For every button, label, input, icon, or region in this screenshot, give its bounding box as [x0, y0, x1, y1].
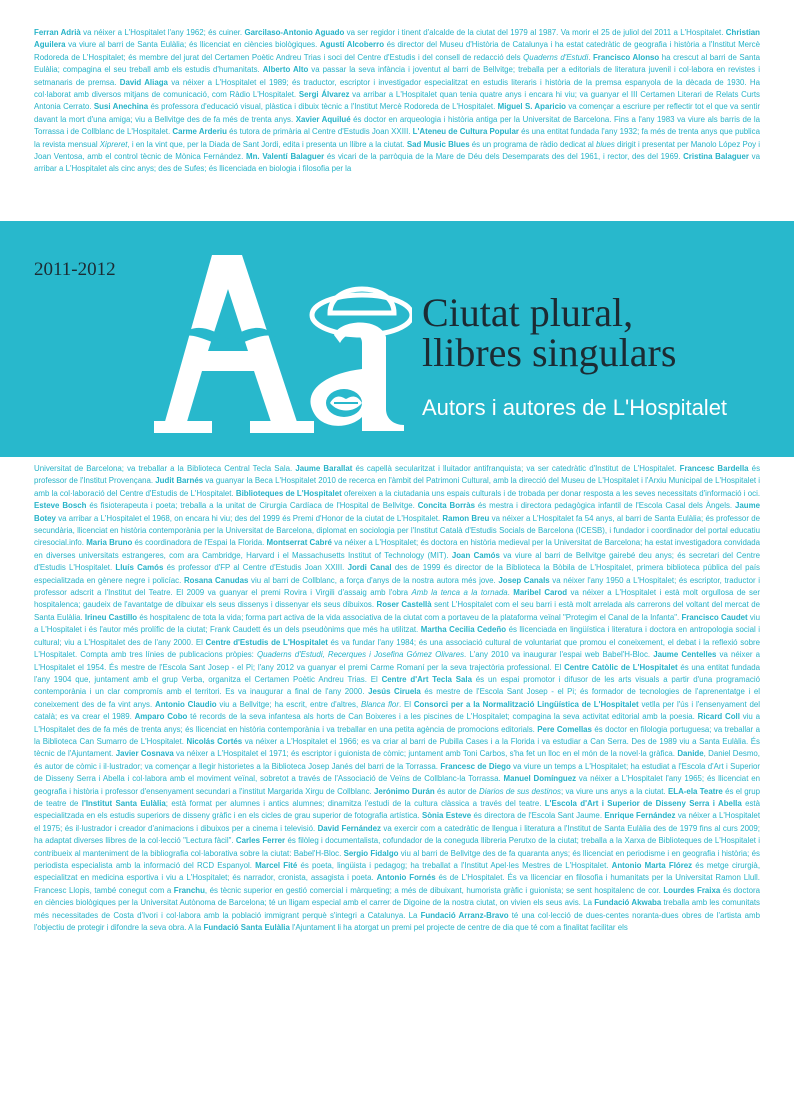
work-title: Diarios de sus destinos [479, 786, 561, 796]
author-description: va viure al barri de Bellvitge gairebé deu anys; és secretari del Centre d'Estudis L'Hospitalet. [34, 550, 760, 573]
work-title: Xipreret [99, 139, 128, 149]
author-name: l'Institut Santa Eulàlia [81, 798, 166, 808]
title-line-2: llibres singulars [422, 330, 677, 375]
author-description: sent L'Hospitalet com el seu barri i està molt arrelada als carrerons del voltant del mercat de Santa Eulàlia. [34, 600, 760, 622]
author-description: és capellà secularitzat i lluitador antifranquista; va ser catedràtic d'Institut de L'Hospitalet. [352, 464, 680, 473]
author-name: Maria Bruno [86, 538, 133, 548]
page-title [422, 290, 677, 375]
author-description: , és tècnic superior en gestió comercial i màrqueting; a més de dibuixant, humorista gràfic i guionista; se sent hospitalenc de cor. [204, 885, 664, 895]
author-name: Mn. Valentí Balaguer [246, 152, 325, 162]
work-title: Amb la tenca a la tornada [411, 588, 508, 598]
author-description: és directora de l'Escola Sant Jaume. [471, 811, 605, 821]
author-description: és fisioterapeuta i poeta; treballa a la unitat de Cirurgia Cardíaca de l'Hospital de Bellvitge. [86, 501, 418, 511]
author-description: viu a L'Hospitalet i és l'autor més prolífic de la ciutat; Frank Caudett és un dels pseudònims que més ha utilitzat. [34, 612, 760, 635]
author-description: viu al barri de Bellvitge des de fa quaranta anys; és llicenciat en periodisme i en geografia i història; és periodista especialista amb la informació del RCD Espanyol. [34, 848, 760, 870]
author-name: Sergio Fidalgo [343, 848, 399, 858]
author-name: Ricard Coll [697, 712, 740, 722]
author-description: va començar a escriure per reflectir tot el que va sentir davant la mort d'una amiga; viu a Bellvitge des de fa més de trenta anys. [34, 102, 760, 124]
author-description: va néixer a L'Hospitalet fa 54 anys, al barri de Santa Eulàlia; és professor de secundària, llicenciat en història contemporània per la Universitat de Barcelona, diplomat en sociologia per l'Institut Català d'Estudis Socials de Barcelona (ICESB), i fundador i coordinador del portal educatiu ciresocial.info. [34, 513, 760, 548]
author-name: Sònia Esteve [421, 811, 472, 821]
author-description: viu a L'Hospitalet des de fa més de trenta anys; és llicenciat en història contemporània i va treballar en una petita agència de promocions editorials. [34, 712, 760, 734]
author-name: Javier Cosnava [115, 749, 174, 759]
author-description: és doctor en filologia portuguesa; va treballar a la Biblioteca Can Sumarro de L'Hospitalet. [34, 724, 760, 746]
author-name: Marcel Fité [255, 861, 298, 870]
author-name: Jaume Barallat [295, 464, 353, 473]
author-name: Esteve Bosch [34, 501, 87, 511]
author-description: és director del Museu d'Història de Catalunya i ha estat catedràtic de geografia i història a l'Institut Mercè Rodoreda de L'Hospitalet; és membre del jurat del Certamen Poètic Andreu Trias i soci del Centre d'Estudis i del consell de redacció dels [34, 40, 760, 62]
author-description: és un espai promotor i difusor de les arts visuals a partir d'una programació contemporània i un clar compromís amb el territori. Es va inaugurar a final de l'any 2000. [34, 674, 760, 697]
logo-letter-small-a-icon [310, 289, 412, 431]
author-description: té records de la seva infantesa als horts de Can Boixeres i a les piscines de L'Hospitalet; compagina la seva activitat editorial amb la poesia. [187, 712, 698, 722]
author-description: ofereixen a la ciutadania uns espais culturals i de trobada per donar resposta a les seves necessitats d'informació i oci. [341, 488, 760, 498]
author-name: Jaume Centelles [653, 650, 717, 660]
author-name: Fundació Santa Eulàlia [203, 923, 290, 933]
author-description: és una entitat fundada l'any 1932; fa més de trenta anys que publica la revista mensual [34, 127, 760, 149]
author-description: , Daniel Desmo, és autor de còmic i il·lustrador; va començar a llegir historietes a la Biblioteca Josep Janés del barri de la Torrassa. [34, 749, 760, 771]
author-description: té una col·lecció de dues-centes noranta-dues obres de l'artista amb l'objectiu de protegir i difondre la seva obra. A la [34, 910, 760, 933]
author-name: Fundació Arranz-Bravo [420, 910, 509, 920]
author-name: Antonio Marta Flórez [611, 861, 693, 870]
logo-letter-a-icon [154, 255, 314, 433]
author-description: és una entitat fundada l'any 1904 que, juntament amb el grup Verba, organitza el Certamen Poètic Andreu Trias. El [34, 662, 760, 684]
author-description: va néixer a L'Hospitalet el 1989; és traductor, escriptor i investigador especialitzat en estudis literaris i història de la premsa espanyola de la dècada de 1930. Ha col·laborat amb diversos mitjans de comunicació, com Ràdio L'Hospitalet. [34, 77, 760, 100]
author-name: Judit Barnés [155, 476, 204, 486]
author-name: Miguel S. Aparicio [497, 102, 567, 112]
author-name: David Aliaga [119, 77, 168, 87]
author-description: va néixer l'any 1950 a L'Hospitalet; és escriptor, traductor i professor adscrit a l'Institut del Teatre. El 2009 va guanyar el premi Rovira i Virgili d'assaig amb l'obra [34, 575, 760, 598]
author-description: és doctor en arqueologia i història antiga per la Universitat de Barcelona. Fins a l'any 1983 va viure als barris de la Torrassa i de Collblanc de L'Hospitalet. [34, 114, 760, 137]
author-description: és mestre de l'Escola Sant Josep - el Pi; és formador de tecnologies de l'aprenentatge i el coneixement des de fa vint anys. [34, 687, 760, 709]
author-name: Lluís Camós [115, 563, 164, 573]
author-description: és professor d'FP al Centre d'Estudis Joan XXIII. [163, 563, 348, 573]
author-description: és metge cirurgià, especialitzat en medicina esportiva i viu a L'Hospitalet; és narrador, cronista, assagista i poeta. [34, 861, 760, 883]
author-name: Centre d'Estudis de L'Hospitalet [205, 637, 328, 647]
author-name: Francesc de Diego [440, 761, 511, 771]
aa-logo [150, 233, 412, 443]
author-description: és professor de l'Institut Provençana. [34, 464, 760, 486]
author-name: Jerónimo Durán [374, 786, 435, 796]
author-description: . El [398, 699, 414, 709]
author-description: . [588, 52, 593, 62]
author-description: va arribar a L'Hospitalet el 1968, on encara hi viu; des del 1999 és Premi d'Honor de la ciutat de L'Hospitalet. [55, 513, 443, 523]
author-description: va néixer a L'Hospitalet; és doctora en història medieval per la Universitat de Barcelona; ha estat investigadora convidada en diverses universitats estrangeres, com ara Cambridge, Harvard i el Massachusetts Institut of Technology (MIT). [34, 538, 760, 560]
title-band [0, 221, 794, 457]
author-description: viu a Bellvitge; ha escrit, entre d'altres, [216, 699, 362, 709]
author-name: Rosana Canudas [183, 575, 249, 585]
work-title: Quaderns d'Estudi [523, 52, 589, 62]
author-name: Susi Anechina [93, 102, 149, 112]
author-description: va néixer a L'Hospitalet i està molt orgullosa de ser hospitalenca; gaudeix de l'avantatge de dibuixar els seus dissenys i dissenyar els seus dibuixos. [34, 588, 760, 610]
author-name: Xavier Aquilué [295, 114, 351, 124]
author-name: Jaume Botey [34, 501, 760, 523]
author-description: és coordinadora de l'Espai la Florida. [132, 538, 267, 548]
author-description: va néixer a L'Hospitalet l'any 1965; és llicenciat en geografia i història i professor d'ensenyament secundari a l'institut Margarida Xirgu de Collblanc. [34, 774, 760, 796]
author-name: L'Ateneu de Cultura Popular [412, 127, 519, 137]
author-description: va passar la seva infància i joventut al barri de Bellvitge; treballa per a editorials de literatura juvenil i col·labora en revistes i setmanaris de premsa. [34, 65, 760, 87]
author-name: Centre d'Art Tecla Sala [381, 674, 472, 684]
author-description: està especialitzada en els estudis superiors de disseny gràfic i en els cicles de grau superior de fotografia artística. [34, 798, 760, 821]
author-name: Pere Comellas [537, 724, 592, 734]
author-description: és filòleg i documentalista, cofundador de la coneguda llibreria Perutxo de la ciutat; treballa a la Xarxa de Biblioteques de L'Hospitalet i contribueix al manteniment de la bibliografia col·laborativa sobre la ciutat: Babel'H-Bloc. [34, 836, 760, 858]
work-title: Quaderns d'Estudi, Recerques i Josefina Gómez Olivares [256, 650, 465, 660]
author-name: Francisco Alonso [592, 52, 660, 62]
work-title: Blanca flor [361, 699, 399, 709]
author-name: Ferran Adrià [34, 28, 81, 37]
author-description: ; va viure uns anys a la ciutat. [560, 786, 669, 796]
author-name: Danide [677, 749, 704, 759]
author-description: va arribar a L'Hospitalet als cinc anys; des de Sufes; és llicenciada en biologia i filosofia per la [34, 152, 760, 174]
author-name: Joan Camós [451, 550, 500, 560]
page-subtitle: Autors i autores de L'Hospitalet [422, 395, 728, 420]
author-description: va exercir com a catedràtic de llengua i literatura a l'Institut de Santa Eulàlia des de 1979 fins al curs 2009; ha adaptat diverses llibres de la col·lecció "Lectura fàcil". [34, 823, 760, 846]
author-name: ELA-ela Teatre [668, 786, 723, 796]
author-description: . L'any 2010 va inaugurar l'espai web Babel'H-Bloc. [464, 650, 654, 660]
author-name: Biblioteques de L'Hospitalet [235, 488, 342, 498]
author-name: Garcilaso-Antonio Aguado [244, 28, 345, 37]
author-description: ha crescut al barri de Santa Eulàlia; compagina el seu treball amb els estudis d'humanitats. [34, 52, 760, 75]
author-description: va néixer a L'Hospitalet el 1975; és il·lustrador i creador d'animacions i dibuixos per a cinema i televisió. [34, 811, 760, 833]
author-description: és de L'Hospitalet. És va llicenciar en filosofia i humanitats per la Universitat Ramon Llull. Francesc Llopis, també conegut com a [34, 873, 760, 895]
author-description: , i en la vint que, per la Diada de Sant Jordi, edita i presenta un llibre a la ciutat. [127, 139, 407, 149]
author-description: va néixer a L'Hospitalet l'any 1962; és cuiner. [80, 28, 245, 37]
author-description: viu al barri de Collblanc, a força d'anys de la nostra autora més jove. [248, 575, 499, 585]
author-name: Concita Borràs [417, 501, 475, 511]
author-name: Ramon Breu [442, 513, 490, 523]
author-name: Lourdes Fraixa [663, 885, 721, 895]
author-name: Martha Cecilia Cedeño [420, 625, 507, 635]
author-description: va guanyar la Beca L'Hospitalet 2010 de recerca en l'àmbit del Patrimoni Cultural, amb la direcció del Museu de L'Hospitalet i l'Arxiu Municipal de L'Hospitalet i amb la col·laboració del Centre d'Estudis de L'Hospitalet. [34, 476, 760, 498]
author-name: Amparo Cobo [134, 712, 188, 722]
author-name: Antonio Fornés [376, 873, 436, 883]
author-description: va néixer a L'Hospitalet el 1954. És mestre de l'Escola Sant Josep - el Pi; l'any 2012 va guanyar el premi Carme Romaní per la seva trajectòria professional. El [34, 650, 760, 672]
author-description: és autor de [434, 786, 479, 796]
top-author-text [34, 27, 760, 219]
author-description: és mestra i directora pedagògica infantil de l'Escola Casal dels Àngels. [475, 501, 735, 511]
author-name: Centre Catòlic de L'Hospitalet [564, 662, 678, 672]
author-name: Manuel Domínguez [503, 774, 577, 784]
author-name: Consorci per a la Normalització Lingüística de L'Hospitalet [413, 699, 639, 709]
author-description: va ser regidor i tinent d'alcalde de la ciutat del 1979 al 1987. Va morir el 25 de juliol del 2011 a L'Hospitalet. [344, 28, 726, 37]
author-name: Antonio Claudio [155, 699, 217, 709]
author-description: és poeta, lingüista i pedagog; ha treballat a l'Institut Apel·les Mestres de L'Hospitalet. [297, 861, 612, 870]
author-name: Jesús Ciruela [368, 687, 421, 697]
author-name: Fundació Akwaba [594, 898, 662, 908]
author-description: va néixer a L'Hospitalet el 1966; es va criar al barri de Pubilla Cases i a la Florida i va estudiar a Can Serra. Des de 1989 viu a Santa Eulàlia. És tècnic de l'Ajuntament. [34, 736, 760, 759]
author-description: va néixer a L'Hospitalet el 1971; és escriptor i guionista de còmic; juntament amb Toni Carbos, s'ha fet un lloc en el món de la novel·la gràfica. [173, 749, 678, 759]
author-name: Cristina Balaguer [683, 152, 749, 162]
author-description: dirigit i presentat per Manolo López Poy i Joan Ventosa, amb el control tècnic de Mònica Fernández. [34, 139, 760, 162]
author-description: va viure un temps a L'Hospitalet; ha estudiat a l'Escola d'Art i Superior de Disseny Serra i Abella i col·labora amb el moviment veïnal, sobretot a través de l'Associació de Veïns de Collblanc-la Torrassa. [34, 761, 760, 784]
author-description: és un programa de ràdio dedicat al [469, 139, 596, 149]
author-name: Francesc Bardella [679, 464, 749, 473]
bottom-author-text [34, 463, 760, 1113]
author-name: Carles Ferrer [235, 836, 286, 846]
author-description: des de 1999 és director de la Biblioteca la Bòbila de L'Hospitalet, primera biblioteca pública del país especialitzada en gènere negre i policíac. [34, 563, 760, 585]
author-description: Universitat de Barcelona; va treballar a la Biblioteca Central Tecla Sala. [34, 464, 296, 473]
author-description: l'Ajuntament li ha atorgat un premi pel projecte de centre de dia que té com a finalitat facilitar els [289, 923, 628, 933]
author-name: Carme Arderiu [172, 127, 227, 137]
author-name: Christian Aguilera [34, 28, 760, 50]
author-description: és doctora en ciències biològiques per la Universitat Autònoma de Barcelona; té un lligam especial amb el carrer de Digoine de la nostra ciutat, on vivien els seus avis. La [34, 885, 760, 908]
author-name: Irineu Castillo [84, 612, 138, 622]
author-description: és va fundar l'any 1984; és una associació cultural de voluntariat que promou el coneixement, el debat i la reflexió sobre L'Hospitalet. Compta amb tres línies de publicacions pròpies: [34, 637, 760, 660]
author-name: L'Escola d'Art i Superior de Disseny Serra i Abella [544, 798, 742, 808]
author-name: Roser Castellà [376, 600, 432, 610]
author-description: és professora d'educació visual, plàstica i dibuix tècnic a l'Institut Mercè Rodoreda de L'Hospitalet. [148, 102, 498, 112]
author-name: Nicolás Cortés [186, 736, 243, 746]
author-description: és tutora de primària al Centre d'Estudis Joan XXIII. [226, 127, 413, 137]
author-name: Montserrat Cabré [266, 538, 332, 548]
title-line-1: Ciutat plural, [422, 290, 634, 335]
author-description: va arribar a L'Hospitalet quan tenia quatre anys i encara hi viu; va guanyar el III Certamen Literari de Relats Curts Antonia Cerrato. [34, 90, 760, 112]
author-description: és vicari de la parròquia de la Mare de Déu dels Desemparats des del 1961, i rector, des del 1969. [324, 152, 684, 162]
author-description: treballa amb les comunitats més necessitades de Costa d'Ivori i col·labora amb la població immigrant perquè s'integri a Catalunya. La [34, 898, 760, 920]
author-description: . [507, 588, 514, 598]
work-title: blues [595, 139, 615, 149]
author-description: és llicenciada en lingüística i literatura i doctora en antropologia social i cultural; viu a L'Hospitalet des de l'any 2000. El [34, 625, 760, 647]
author-name: Francisco Caudet [681, 612, 748, 622]
author-name: Maribel Carod [513, 588, 568, 598]
author-name: Agustí Alcoberro [319, 40, 385, 50]
author-description: és hospitalenc de tota la vida; forma part activa de la vida associativa de la ciutat com a portaveu de la plataforma veïnal "Protegim el Canal de la Infanta". [137, 612, 682, 622]
author-description: és el grup de teatre de [34, 786, 760, 808]
author-description: ; està format per alumnes i antics alumnes; dinamitza l'estudi de la cultura clàssica a través del teatre. [165, 798, 545, 808]
author-name: Enrique Fernández [604, 811, 676, 821]
author-description: vetlla per l'ús i l'ensenyament del català; es va crear el 1989. [34, 699, 760, 722]
author-name: Josep Canals [498, 575, 550, 585]
author-name: Sad Music Blues [406, 139, 470, 149]
author-name: Alberto Alto [262, 65, 309, 75]
author-name: David Fernández [317, 823, 381, 833]
author-name: Sergi Álvarez [298, 90, 350, 100]
edition-years: 2011-2012 [34, 259, 116, 280]
author-description: va viure al barri de Santa Eulàlia; és llicenciat en ciències biològiques. [65, 40, 320, 50]
author-name: Jordi Canal [347, 563, 392, 573]
author-name: Franchu [173, 885, 205, 895]
